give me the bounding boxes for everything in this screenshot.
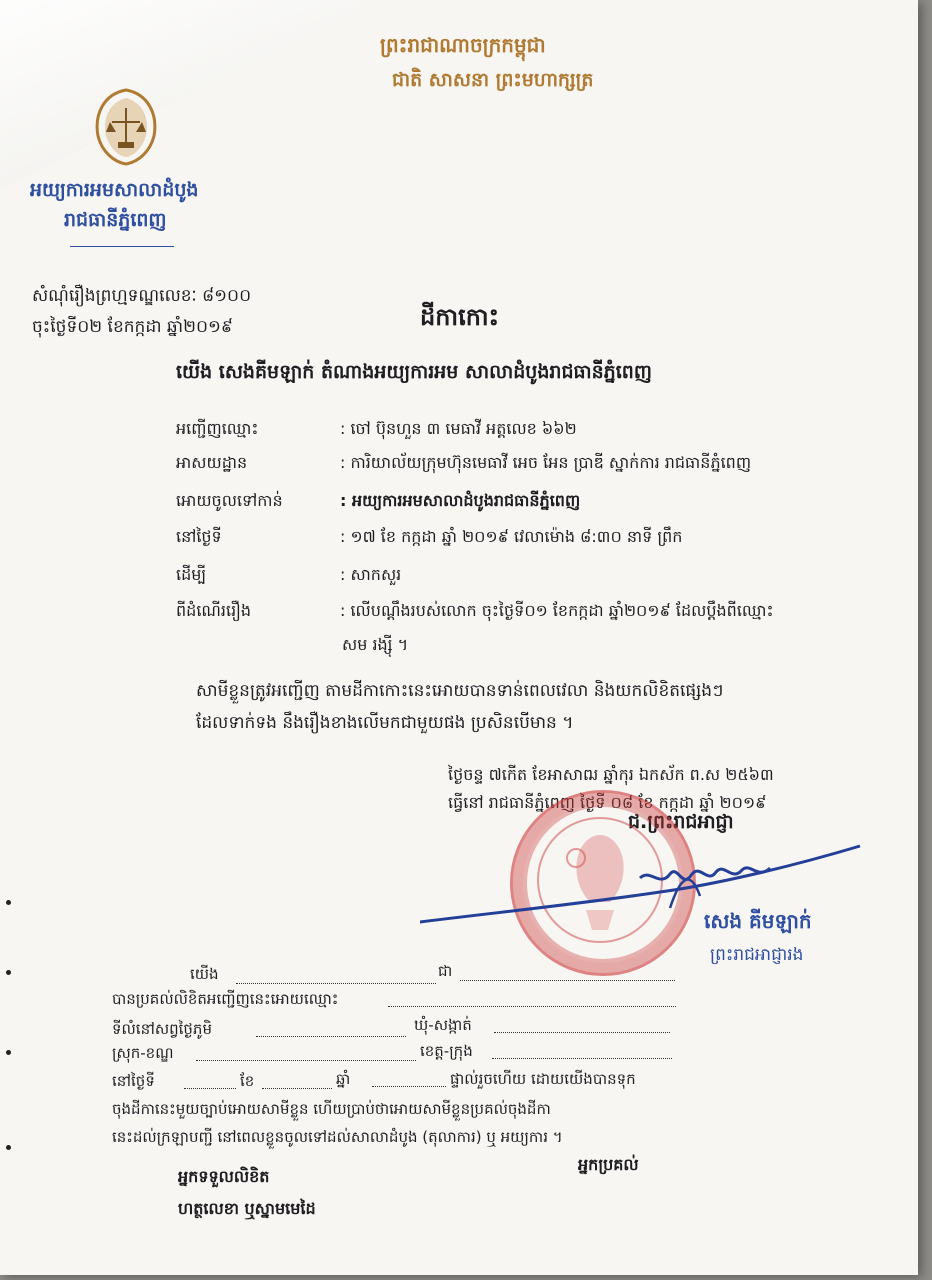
punch-hole (6, 970, 11, 975)
instruction-line-2: ដែលទាក់ទង នឹងរឿងខាងលើមកជាមួយផង ប្រសិនបើមាន ។ (196, 713, 574, 733)
court-emblem-icon (88, 86, 164, 168)
receipt-province: ខេត្ត-ក្រុង (420, 1042, 473, 1060)
punch-hole (6, 900, 11, 905)
header-rule (70, 246, 174, 247)
receipt-month: ខែ (240, 1072, 255, 1090)
field-label-purpose: ដើម្បី (176, 565, 207, 584)
issue-place-date: ធ្វើនៅ រាជធានីភ្នំពេញ ថ្ងៃទី ០៨ ខែ កក្កដា ឆ្នាំ ២០១៩ (448, 793, 767, 812)
field-label-matter: ពីដំណើររឿង (176, 601, 252, 620)
field-value-destination: : អយ្យការអមសាលាដំបូងរាជធានីភ្នំពេញ (340, 491, 581, 510)
receipt-blank (184, 1088, 236, 1089)
receipt-year: ឆ្នាំ (336, 1070, 351, 1088)
receipt-blank (494, 1032, 670, 1033)
national-motto: ជាតិ សាសនា ព្រះមហាក្សត្រ (392, 69, 594, 91)
signer-name: សេង គីមឡាក់ (704, 909, 812, 933)
receipt-blank (372, 1086, 446, 1087)
signer-title: ព្រះរាជអាជ្ញារង (710, 945, 804, 965)
receipt-blank (492, 1058, 672, 1059)
receipt-village: ទីលំនៅសព្វថ្ងៃភូមិ (112, 1020, 212, 1038)
field-label-address: អាសយដ្ឋាន (176, 453, 248, 472)
receipt-delivered-to: បានប្រគល់លិខិតអញ្ជើញនេះអោយឈ្មោះ (112, 990, 339, 1008)
receipt-line-6: ចុងដីកានេះមួយច្បាប់អោយសាមីខ្លួន ហើយប្រាប់ថាអោយសាមីខ្លួនប្រគល់ចុងដីកា (112, 1100, 551, 1118)
case-number: សំណុំរឿងព្រហ្មទណ្ឌលេខៈ ៨១០០ (32, 286, 252, 306)
kingdom-title: ព្រះរាជាណាចក្រកម្ពុជា (380, 33, 546, 57)
receipt-we: យើង (190, 965, 219, 983)
field-value-purpose: : សាកសួរ (340, 565, 402, 584)
receiver-label: អ្នកទទួលលិខិត (178, 1167, 270, 1186)
paper-fold (0, 0, 380, 190)
office-name: អយ្យការអមសាលាដំបូង (30, 179, 199, 201)
receipt-district: ស្រុក-ខណ្ឌ (112, 1044, 174, 1062)
field-value-date: : ១៧ ខែ កក្កដា ឆ្នាំ ២០១៩ វេលាម៉ោង ៨:៣០ នាទី ព្រឹក (340, 527, 683, 546)
case-date: ចុះថ្ងៃទី០២ ខែកក្កដា ឆ្នាំ២០១៩ (32, 317, 233, 337)
lunar-date: ថ្ងៃចន្ទ ៧កើត ខែអាសាឍ ឆ្នាំកុរ ឯកស័ក ព.ស ២៥៦៣ (448, 765, 774, 784)
document-title: ដីកាកោះ (420, 303, 500, 331)
receipt-day: នៅថ្ងៃទី (112, 1072, 155, 1090)
field-value-name: : ចៅ ប៊ុនហួន ៣ មេធាវី អត្តលេខ ៦៦២ (340, 419, 577, 438)
receipt-blank (256, 1036, 406, 1037)
receipt-personally: ផ្ទាល់រួចហើយ ដោយយើងបានទុក (450, 1070, 636, 1088)
deliverer-label: អ្នកប្រគល់ (578, 1155, 639, 1174)
signature-label: ហត្ថលេខា ឬស្នាមមេដៃ (178, 1199, 316, 1218)
field-label-name: អញ្ជើញឈ្មោះ (176, 419, 259, 438)
field-value-address: : ការិយាល័យក្រុមហ៊ុនមេធាវី អេច អែន ប្រាឌី ស្នាក់ការ រាជធានីភ្នំពេញ (340, 453, 752, 472)
receipt-blank (236, 983, 436, 984)
receipt-blank (262, 1088, 332, 1089)
instruction-line-1: សាមីខ្លួនត្រូវអញ្ជើញ តាមដីកាកោះនេះអោយបានទាន់ពេលវេលា និងយកលិខិតផ្សេងៗ (196, 681, 724, 701)
field-label-date: នៅថ្ងៃទី (176, 527, 222, 546)
field-value-matter-continued: សម រង្ស៊ី ។ (342, 635, 409, 654)
punch-hole (6, 1145, 11, 1150)
authority-title: ជ.ព្រះរាជអាជ្ញា (628, 811, 734, 833)
office-city: រាជធានីភ្នំពេញ (64, 209, 167, 231)
issuer-line: យើង សេងគីមឡាក់ តំណាងអយ្យការអម សាលាដំបូងរាជធានីភ្នំពេញ (176, 361, 652, 383)
field-label-destination: អោយចូលទៅកាន់ (176, 491, 283, 510)
receipt-blank (388, 1006, 676, 1007)
receipt-line-7: នេះដល់ក្រឡាបញ្ជី នៅពេលខ្លួនចូលទៅដល់សាលាដំបូង (តុលាការ) ឬ អយ្យការ ។ (112, 1128, 563, 1146)
field-value-matter: : លើបណ្ដឹងរបស់លោក ចុះថ្ងៃទី០១ ខែកក្កដា ឆ្នាំ២០១៩ ដែលប្ដឹងពីឈ្មោះ (340, 601, 774, 620)
receipt-blank (196, 1060, 416, 1061)
receipt-as: ជា (438, 962, 453, 980)
punch-hole (6, 1050, 11, 1055)
receipt-blank (460, 980, 675, 981)
receipt-commune: ឃុំ-សង្កាត់ (414, 1016, 472, 1034)
